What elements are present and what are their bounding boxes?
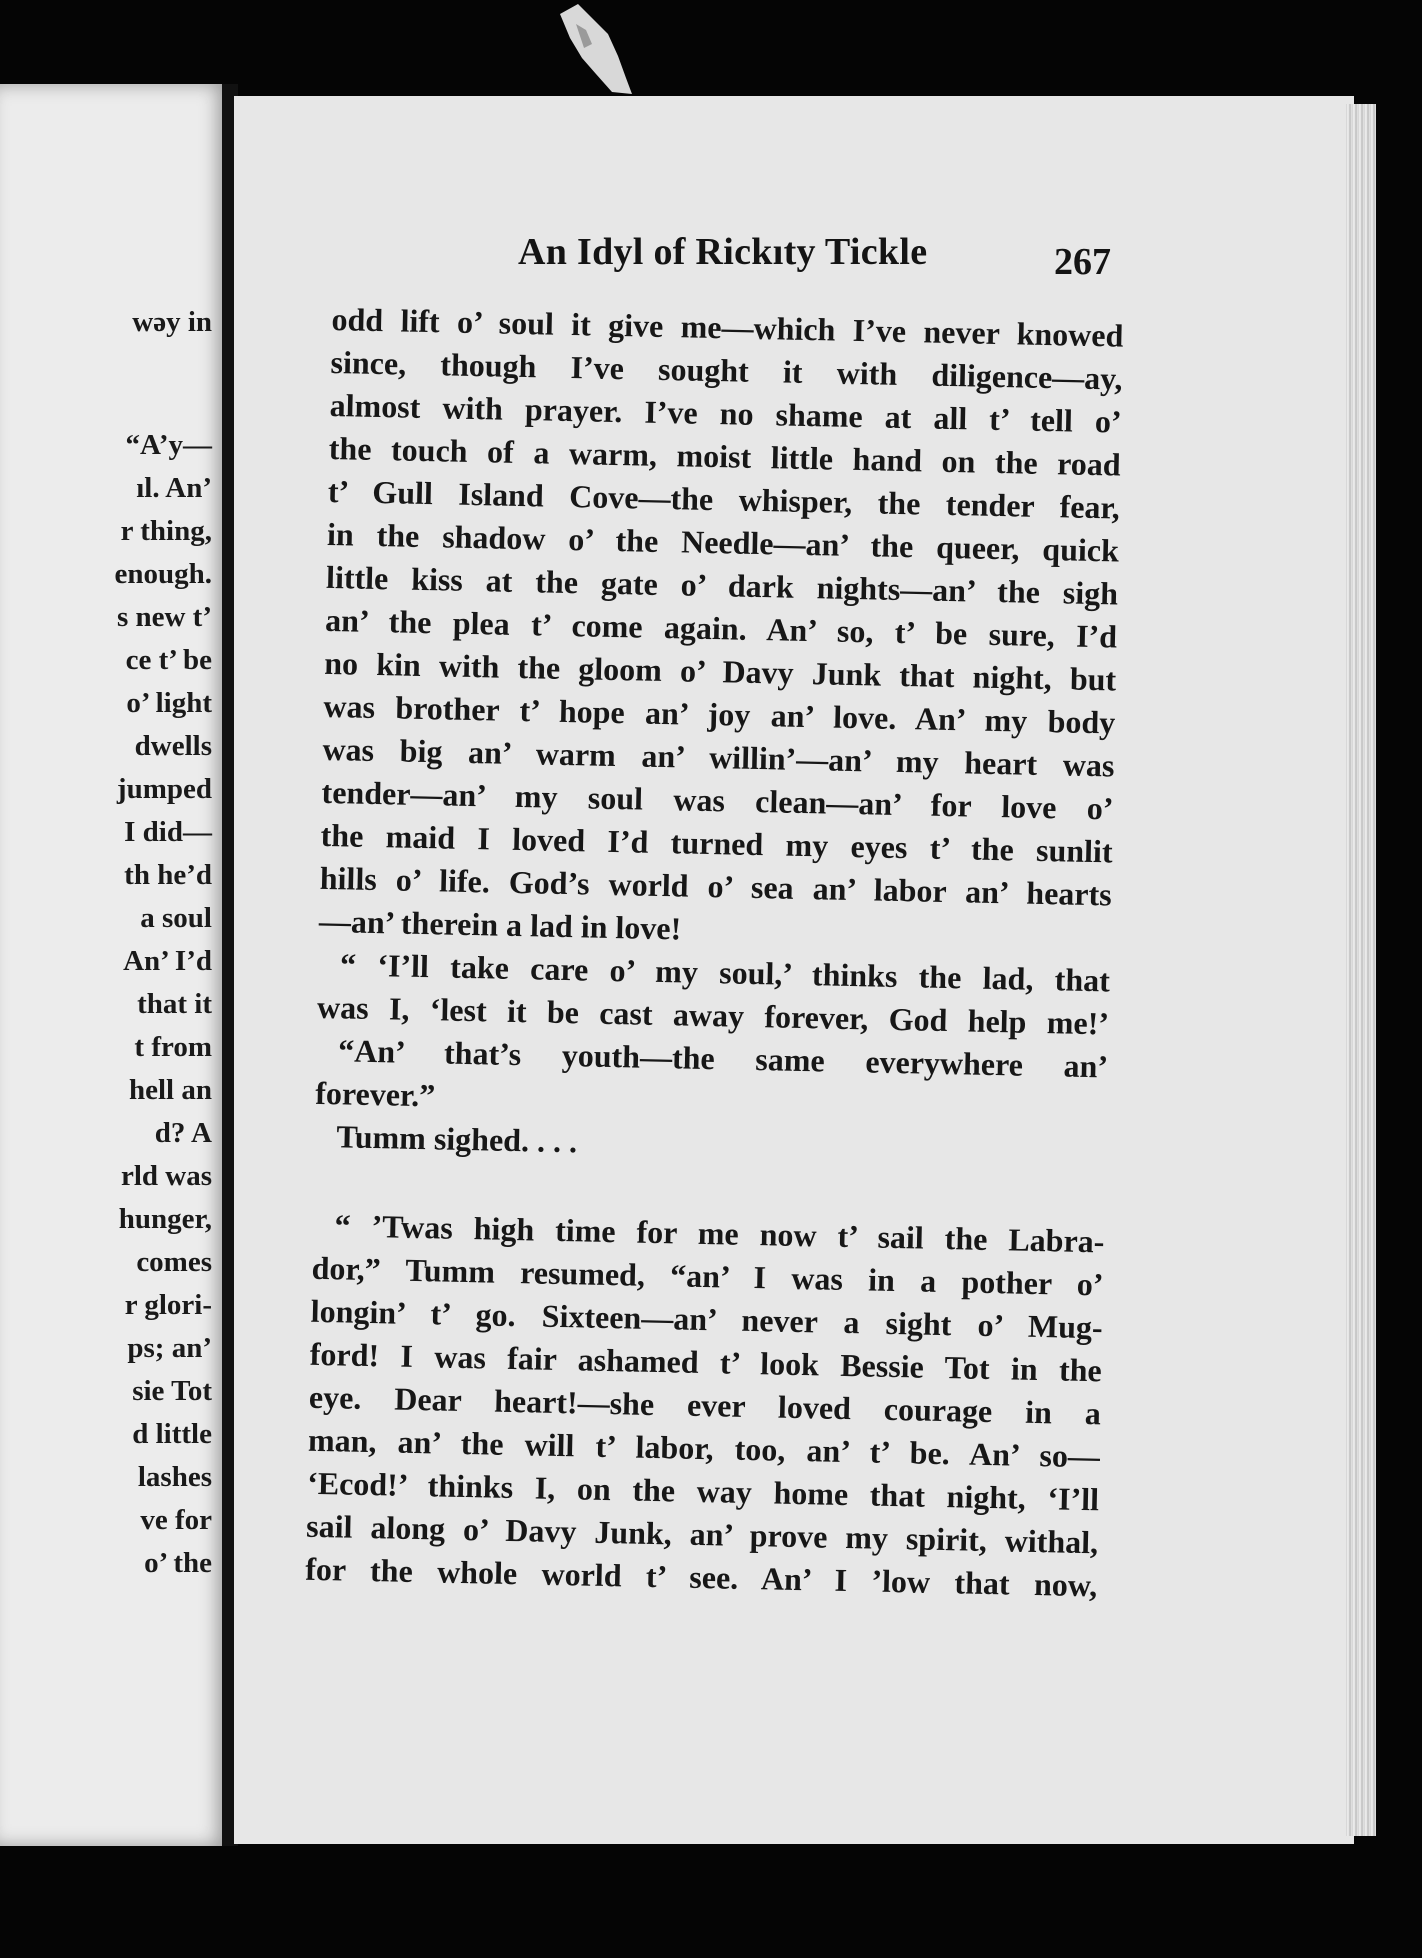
left-page-fragment: ce t’ be xyxy=(125,644,212,676)
text-line: no kin with the gloom o’ Davy Junk that night, but xyxy=(323,644,1117,698)
text-line: forever.” xyxy=(314,1074,436,1114)
left-page-fragment: hunger, xyxy=(118,1203,212,1235)
left-page-fragment: a soul xyxy=(140,902,212,934)
text-line: since, though I’ve sought it with diligence—ay, xyxy=(330,343,1123,397)
text-line: eye. Dear heart!—she ever loved courage in a xyxy=(308,1378,1102,1432)
left-page-fragment: rld was xyxy=(120,1160,212,1192)
text-line: little kiss at the gate o’ dark nights—an’ the sigh xyxy=(325,558,1119,612)
text-line: “ ’Twas high time for me now t’ sail the Labra- xyxy=(334,1207,1105,1260)
left-page-fragment: o’ light xyxy=(126,687,212,719)
left-page-fragment: enough. xyxy=(114,558,212,590)
text-line: ford! I was fair ashamed t’ look Bessie Tot in the xyxy=(309,1335,1103,1389)
text-line: sail along o’ Davy Junk, an’ prove my spirit, withal, xyxy=(305,1507,1099,1561)
text-line: “An’ that’s youth—the same everywhere an’ xyxy=(337,1032,1109,1085)
text-line: the maid I loved I’d turned my eyes t’ the sunlit xyxy=(320,816,1113,870)
text-line: t’ Gull Island Cove—the whisper, the tender fear, xyxy=(327,472,1121,526)
left-page-fragment: r thing, xyxy=(120,515,212,547)
left-page-fragment: jumped xyxy=(116,773,212,805)
left-page-fragment: dwells xyxy=(134,730,212,762)
left-page-fragment: An’ I’d xyxy=(123,945,212,977)
running-title: An Idyl of Rickıty Tickle xyxy=(518,231,928,273)
text-line: tender—an’ my soul was clean—an’ for love o’ xyxy=(321,773,1114,827)
text-line: man, an’ the will t’ labor, too, an’ t’ be. An’ so— xyxy=(307,1421,1101,1475)
left-page-fragment: I did— xyxy=(124,816,212,848)
left-page-fragment: o’ the xyxy=(144,1547,212,1579)
text-line: almost with prayer. I’ve no shame at all t’ tell o’ xyxy=(329,386,1122,440)
text-line: Tumm sighed. . . . xyxy=(336,1118,578,1160)
left-page-fragment: sie Tot xyxy=(132,1375,212,1407)
facing-page-left xyxy=(0,84,228,1846)
left-page-fragment: ıl. An’ xyxy=(136,472,212,504)
text-line: was big an’ warm an’ willin’—an’ my heart was xyxy=(322,730,1115,784)
text-line: for the whole world t’ see. An’ I ’low that now, xyxy=(305,1550,1098,1604)
text-line: —an’ therein a lad in love! xyxy=(318,902,682,947)
left-page-fragment: that it xyxy=(137,988,212,1020)
page-edges xyxy=(1346,104,1376,1836)
text-line: odd lift o’ soul it give me—which I’ve never knowed xyxy=(331,300,1124,354)
torn-paper-corner xyxy=(556,4,636,96)
left-page-fragment: th he’d xyxy=(124,859,212,891)
text-line: was brother t’ hope an’ joy an’ love. An’ my body xyxy=(323,687,1116,741)
page-number: 267 xyxy=(1054,241,1111,283)
left-page-fragment: ve for xyxy=(140,1504,212,1536)
left-page-fragment: d? A xyxy=(154,1117,212,1149)
text-line: the touch of a warm, moist little hand on the road xyxy=(328,429,1122,483)
left-page-fragment: ps; an’ xyxy=(127,1332,212,1364)
left-page-fragment: lashes xyxy=(137,1461,212,1493)
text-line: “ ‘I’ll take care o’ my soul,’ thinks the lad, that xyxy=(339,946,1111,999)
left-page-fragment: t from xyxy=(134,1031,212,1063)
text-line: an’ the plea t’ come again. An’ so, t’ be sure, I’d xyxy=(324,601,1118,655)
text-line: longin’ t’ go. Sixteen—an’ never a sight o’ Mug- xyxy=(310,1292,1103,1346)
body-text xyxy=(305,298,1124,1607)
text-line: dor,” Tumm resumed, “an’ I was in a pother o’ xyxy=(311,1249,1104,1303)
text-line: hills o’ life. God’s world o’ sea an’ labor an’ hearts xyxy=(319,859,1113,913)
text-line: in the shadow o’ the Needle—an’ the queer, quick xyxy=(326,515,1120,569)
left-page-fragment: wəy in xyxy=(132,306,212,338)
left-page-fragment: comes xyxy=(136,1246,212,1278)
text-line: was I, ‘lest it be cast away forever, God help me!’ xyxy=(316,988,1110,1042)
left-page-fragment: d little xyxy=(132,1418,212,1450)
left-page-fragment: “A’y— xyxy=(125,429,212,461)
text-line: ‘Ecod!’ thinks I, on the way home that night, ‘I’ll xyxy=(306,1464,1100,1518)
left-page-fragment: r glori- xyxy=(124,1289,212,1321)
left-page-fragment: s new t’ xyxy=(116,601,212,633)
left-page-fragment: hell an xyxy=(129,1074,212,1106)
